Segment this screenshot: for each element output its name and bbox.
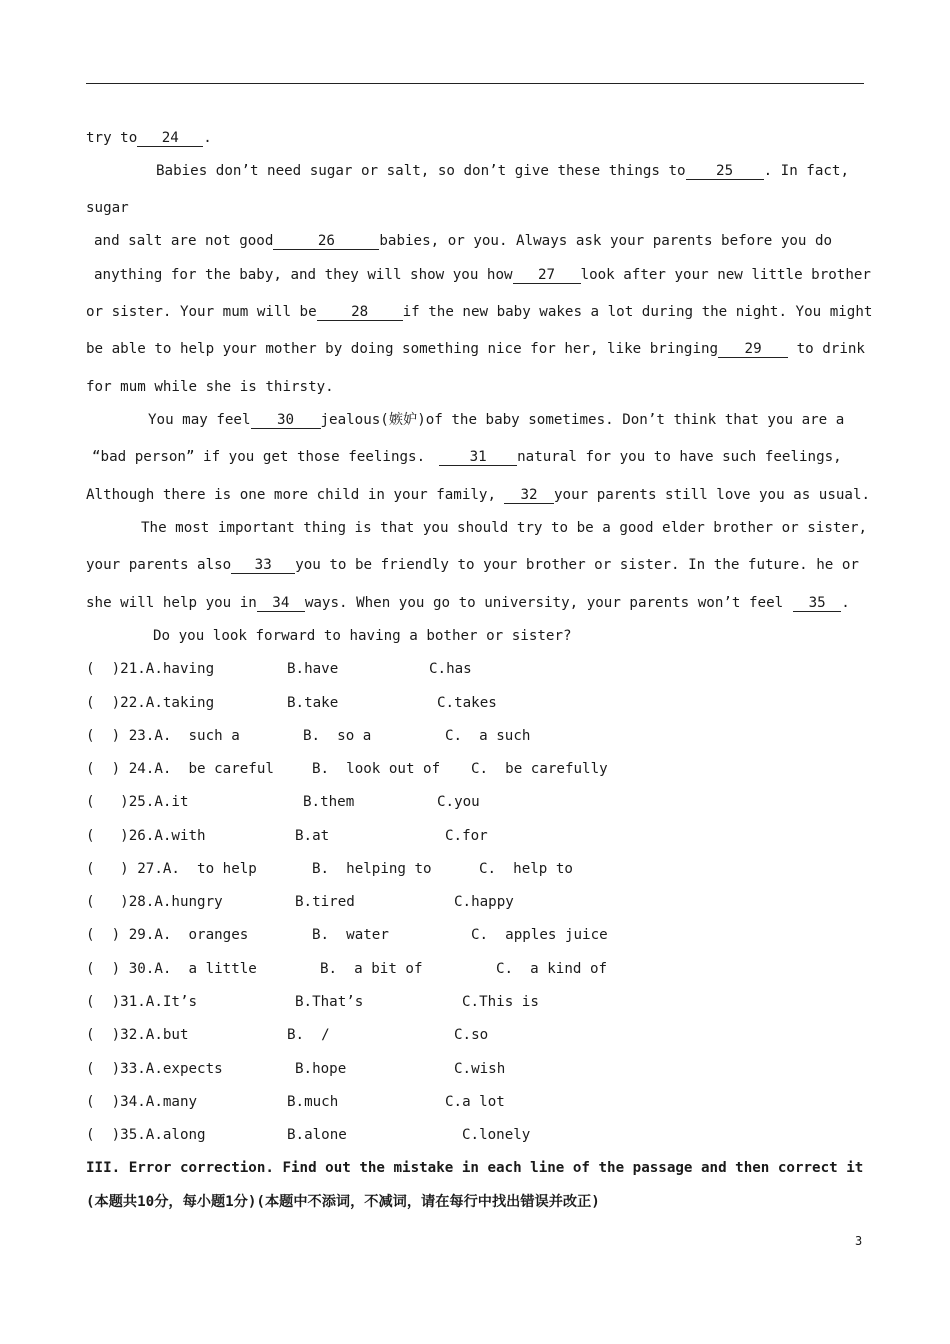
question-25-b[interactable]: B.them xyxy=(303,794,355,810)
question-21-c[interactable]: C.has xyxy=(429,661,472,677)
passage-line-1: try to 24 . xyxy=(86,130,212,146)
passage-line-13: your parents also 33 you to be friendly to your brother or sister. In the future. he or xyxy=(86,557,859,573)
question-24-a[interactable]: ( ) 24.A. be careful xyxy=(86,761,274,777)
question-31-a[interactable]: ( )31.A.It’s xyxy=(86,994,198,1010)
question-29-c[interactable]: C. apples juice xyxy=(471,927,608,943)
passage-line-14: she will help you in 34 ways. When you go to university, your parents won’t feel 35 . xyxy=(86,595,850,611)
page-number: 3 xyxy=(855,1234,863,1248)
question-32-b[interactable]: B. / xyxy=(287,1027,330,1043)
question-35-a[interactable]: ( )35.A.along xyxy=(86,1127,206,1143)
question-35-c[interactable]: C.lonely xyxy=(462,1127,531,1143)
blank-24[interactable]: 24 xyxy=(137,131,203,147)
question-34-c[interactable]: C.a lot xyxy=(445,1094,505,1110)
question-21-b[interactable]: B.have xyxy=(287,661,339,677)
question-31-c[interactable]: C.This is xyxy=(462,994,539,1010)
question-28-b[interactable]: B.tired xyxy=(295,894,355,910)
blank-26[interactable]: 26 xyxy=(273,234,379,250)
blank-33[interactable]: 33 xyxy=(231,558,295,574)
question-28-c[interactable]: C.happy xyxy=(454,894,514,910)
section-3-heading: III. Error correction. Find out the mistake in each line of the passage and then correct it xyxy=(86,1160,864,1176)
passage-line-15: Do you look forward to having a bother or sister? xyxy=(153,628,572,644)
question-27-c[interactable]: C. help to xyxy=(479,861,573,877)
question-23-c[interactable]: C. a such xyxy=(445,728,531,744)
passage-line-12: The most important thing is that you should try to be a good elder brother or sister, xyxy=(141,520,868,536)
question-34-b[interactable]: B.much xyxy=(287,1094,339,1110)
question-23-b[interactable]: B. so a xyxy=(303,728,372,744)
passage-line-3: sugar xyxy=(86,200,129,216)
question-30-c[interactable]: C. a kind of xyxy=(496,961,608,977)
question-22-a[interactable]: ( )22.A.taking xyxy=(86,695,215,711)
question-31-b[interactable]: B.That’s xyxy=(295,994,364,1010)
blank-31[interactable]: 31 xyxy=(439,450,517,466)
question-21-a[interactable]: ( )21.A.having xyxy=(86,661,215,677)
passage-line-11: Although there is one more child in your family, 32 your parents still love you as usual. xyxy=(86,487,871,503)
question-24-c[interactable]: C. be carefully xyxy=(471,761,608,777)
question-27-a[interactable]: ( ) 27.A. to help xyxy=(86,861,257,877)
passage-line-7: be able to help your mother by doing something nice for her, like bringing 29 to drink xyxy=(86,341,865,357)
question-32-a[interactable]: ( )32.A.but xyxy=(86,1027,189,1043)
blank-25[interactable]: 25 xyxy=(686,164,764,180)
passage-line-6: or sister. Your mum will be 28 if the new baby wakes a lot during the night. You might xyxy=(86,304,873,320)
question-22-b[interactable]: B.take xyxy=(287,695,339,711)
question-25-a[interactable]: ( )25.A.it xyxy=(86,794,189,810)
question-22-c[interactable]: C.takes xyxy=(437,695,497,711)
question-32-c[interactable]: C.so xyxy=(454,1027,489,1043)
question-35-b[interactable]: B.alone xyxy=(287,1127,347,1143)
question-29-a[interactable]: ( ) 29.A. oranges xyxy=(86,927,249,943)
question-30-a[interactable]: ( ) 30.A. a little xyxy=(86,961,257,977)
passage-line-9: You may feel 30 jealous(嫉妒)of the baby sometimes. Don’t think that you are a xyxy=(148,412,845,428)
question-26-c[interactable]: C.for xyxy=(445,828,488,844)
question-33-b[interactable]: B.hope xyxy=(295,1061,347,1077)
section-3-instructions: (本题共10分，每小题1分)(本题中不添词，不减词，请在每行中找出错误并改正) xyxy=(86,1194,600,1210)
passage-line-8: for mum while she is thirsty. xyxy=(86,379,334,395)
blank-28[interactable]: 28 xyxy=(317,305,403,321)
passage-line-5: anything for the baby, and they will show you how 27 look after your new little brother xyxy=(94,267,871,283)
question-23-a[interactable]: ( ) 23.A. such a xyxy=(86,728,240,744)
passage-line-10: “bad person” if you get those feelings. 31 natural for you to have such feelings, xyxy=(92,449,842,465)
passage-line-2: Babies don’t need sugar or salt, so don’t give these things to 25 . In fact, xyxy=(156,163,850,179)
blank-30[interactable]: 30 xyxy=(251,413,321,429)
question-33-a[interactable]: ( )33.A.expects xyxy=(86,1061,223,1077)
blank-32[interactable]: 32 xyxy=(504,488,554,504)
question-33-c[interactable]: C.wish xyxy=(454,1061,506,1077)
blank-29[interactable]: 29 xyxy=(718,342,788,358)
passage-line-4: and salt are not good 26 babies, or you. Always ask your parents before you do xyxy=(94,233,833,249)
question-24-b[interactable]: B. look out of xyxy=(312,761,441,777)
blank-35[interactable]: 35 xyxy=(793,596,841,612)
question-26-a[interactable]: ( )26.A.with xyxy=(86,828,206,844)
blank-34[interactable]: 34 xyxy=(257,596,305,612)
question-34-a[interactable]: ( )34.A.many xyxy=(86,1094,198,1110)
question-26-b[interactable]: B.at xyxy=(295,828,330,844)
question-30-b[interactable]: B. a bit of xyxy=(320,961,423,977)
question-29-b[interactable]: B. water xyxy=(312,927,389,943)
header-rule xyxy=(86,83,864,84)
question-27-b[interactable]: B. helping to xyxy=(312,861,432,877)
blank-27[interactable]: 27 xyxy=(513,268,581,284)
question-25-c[interactable]: C.you xyxy=(437,794,480,810)
question-28-a[interactable]: ( )28.A.hungry xyxy=(86,894,223,910)
